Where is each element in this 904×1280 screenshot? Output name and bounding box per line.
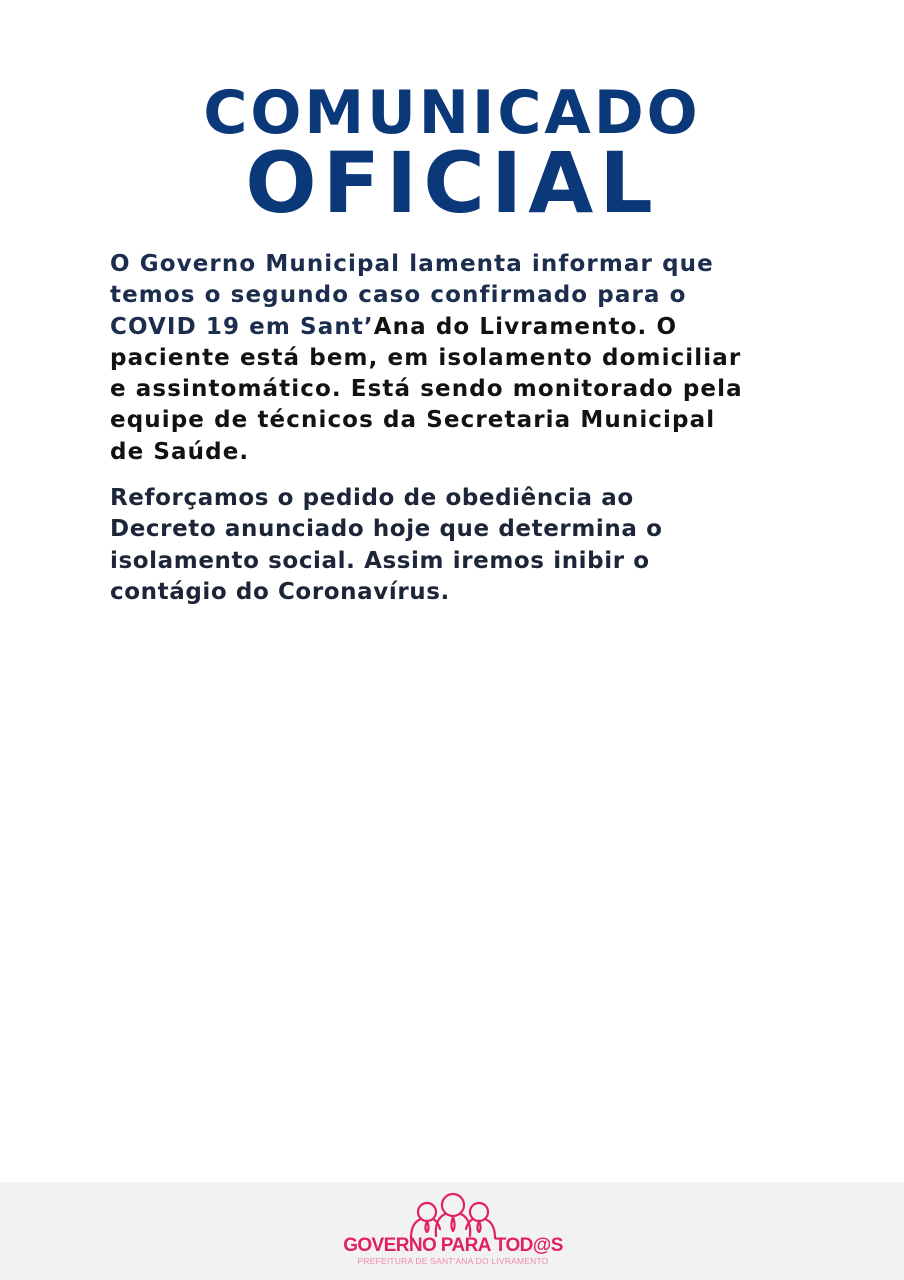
logo-title: GOVERNO PARA TOD@S bbox=[343, 1235, 563, 1256]
paragraph-line: Decreto anunciado hoje que determina o bbox=[110, 516, 663, 543]
paragraph-line bbox=[110, 405, 810, 436]
text-segment: paciente está bem, em isolamento domiciliar bbox=[110, 344, 742, 371]
paragraph-line bbox=[110, 343, 810, 374]
title-oficial: OFICIAL bbox=[245, 134, 659, 232]
text-segment: equipe de técnicos da Secretaria Municipal bbox=[110, 407, 716, 434]
logo-subtitle: PREFEITURA DE SANT'ANA DO LIVRAMENTO bbox=[357, 1256, 549, 1266]
paragraph-line bbox=[110, 312, 810, 343]
paragraph-line bbox=[110, 374, 810, 405]
paragraph-line: isolamento social. Assim iremos inibir o bbox=[110, 547, 650, 574]
paragraph-line bbox=[110, 437, 810, 468]
title-comunicado: COMUNICADO bbox=[203, 78, 701, 148]
announcement-paragraph-2 bbox=[110, 483, 810, 608]
footer-band bbox=[0, 1182, 904, 1280]
governo-para-todos-logo bbox=[336, 1192, 570, 1278]
paragraph-line: contágio do Coronavírus. bbox=[110, 578, 450, 605]
paragraph-line bbox=[110, 280, 810, 311]
text-segment: de Saúde. bbox=[110, 438, 250, 465]
text-segment: e assintomático. Está sendo monitorado pela bbox=[110, 376, 743, 403]
three-people-icon bbox=[405, 1192, 501, 1240]
text-segment: O Governo Municipal lamenta informar que bbox=[110, 251, 714, 277]
text-segment: temos o segundo caso confirmado para o bbox=[110, 282, 687, 309]
paragraph-line bbox=[110, 249, 810, 280]
paragraph-line: Reforçamos o pedido de obediência ao bbox=[110, 485, 634, 511]
text-segment: COVID 19 em Sant’ bbox=[110, 313, 374, 340]
page-title bbox=[0, 78, 904, 232]
announcement-paragraph-1 bbox=[110, 249, 810, 468]
text-segment: Ana do Livramento. O bbox=[373, 313, 678, 340]
